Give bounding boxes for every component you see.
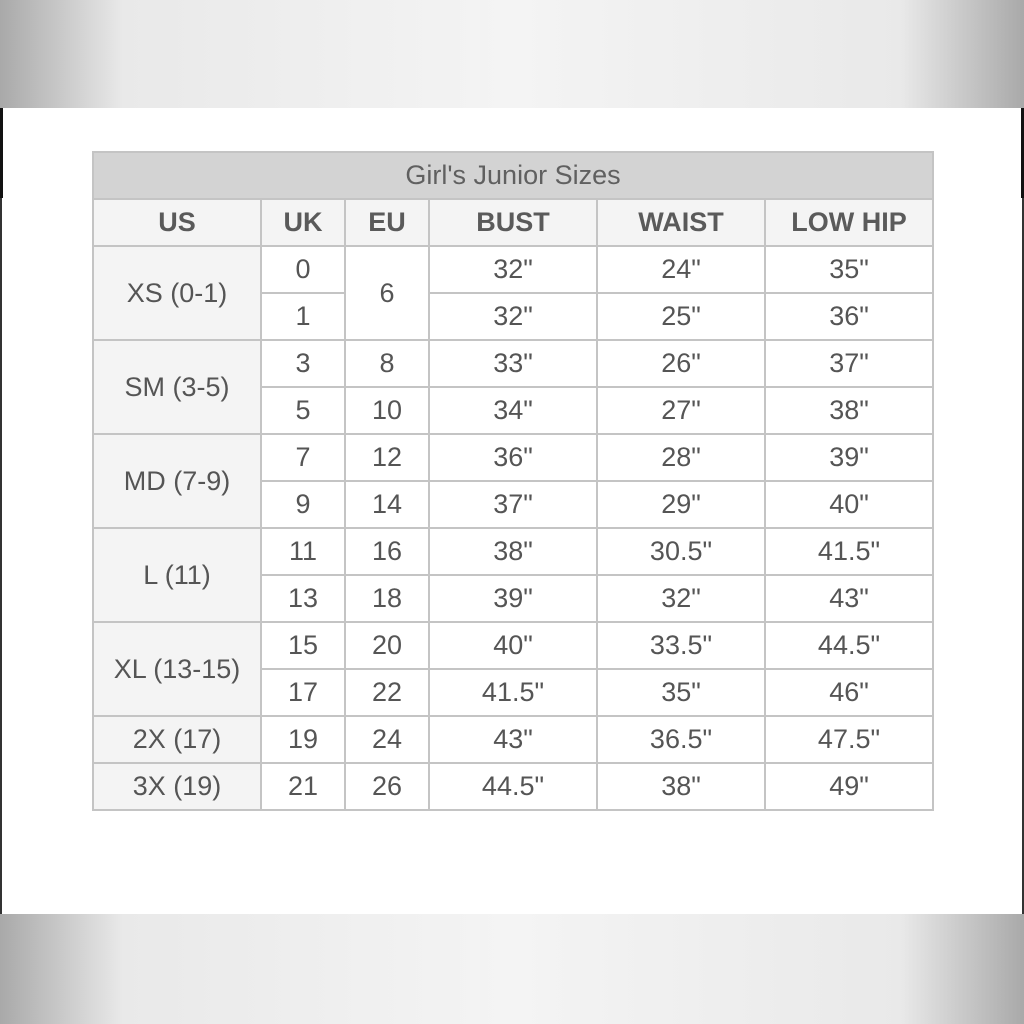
waist-cell: 28" — [597, 434, 765, 481]
header-waist: WAIST — [597, 199, 765, 246]
left-edge-lower — [0, 198, 2, 914]
uk-size-cell: 21 — [261, 763, 345, 810]
uk-size-cell: 9 — [261, 481, 345, 528]
waist-cell: 36.5" — [597, 716, 765, 763]
uk-size-cell: 7 — [261, 434, 345, 481]
low-hip-cell: 39" — [765, 434, 933, 481]
eu-size-cell: 10 — [345, 387, 429, 434]
header-low-hip: LOW HIP — [765, 199, 933, 246]
us-size-cell: MD (7-9) — [93, 434, 261, 528]
low-hip-cell: 35" — [765, 246, 933, 293]
low-hip-cell: 49" — [765, 763, 933, 810]
table-row — [93, 246, 933, 293]
eu-size-cell: 26 — [345, 763, 429, 810]
waist-cell: 27" — [597, 387, 765, 434]
bust-cell: 37" — [429, 481, 597, 528]
header-us: US — [93, 199, 261, 246]
waist-cell: 25" — [597, 293, 765, 340]
waist-cell: 38" — [597, 763, 765, 810]
low-hip-cell: 46" — [765, 669, 933, 716]
bust-cell: 39" — [429, 575, 597, 622]
table-row — [93, 622, 933, 669]
eu-size-cell: 20 — [345, 622, 429, 669]
table-row — [93, 340, 933, 387]
low-hip-cell: 43" — [765, 575, 933, 622]
low-hip-cell: 44.5" — [765, 622, 933, 669]
uk-size-cell: 3 — [261, 340, 345, 387]
uk-size-cell: 15 — [261, 622, 345, 669]
bust-cell: 40" — [429, 622, 597, 669]
low-hip-cell: 41.5" — [765, 528, 933, 575]
bust-cell: 32" — [429, 293, 597, 340]
waist-cell: 30.5" — [597, 528, 765, 575]
bust-cell: 41.5" — [429, 669, 597, 716]
low-hip-cell: 40" — [765, 481, 933, 528]
left-edge — [0, 108, 3, 198]
bust-cell: 32" — [429, 246, 597, 293]
header-uk: UK — [261, 199, 345, 246]
top-band — [0, 0, 1024, 108]
waist-cell: 32" — [597, 575, 765, 622]
uk-size-cell: 13 — [261, 575, 345, 622]
waist-cell: 26" — [597, 340, 765, 387]
eu-size-cell: 12 — [345, 434, 429, 481]
low-hip-cell: 47.5" — [765, 716, 933, 763]
low-hip-cell: 38" — [765, 387, 933, 434]
table-row — [93, 716, 933, 763]
bust-cell: 33" — [429, 340, 597, 387]
eu-size-cell: 24 — [345, 716, 429, 763]
eu-size-cell: 22 — [345, 669, 429, 716]
eu-size-cell: 8 — [345, 340, 429, 387]
us-size-cell: XS (0-1) — [93, 246, 261, 340]
table-row — [93, 763, 933, 810]
bust-cell: 36" — [429, 434, 597, 481]
bust-cell: 38" — [429, 528, 597, 575]
header-bust: BUST — [429, 199, 597, 246]
bottom-band — [0, 914, 1024, 1024]
uk-size-cell: 0 — [261, 246, 345, 293]
header-row — [93, 199, 933, 246]
waist-cell: 24" — [597, 246, 765, 293]
bust-cell: 43" — [429, 716, 597, 763]
us-size-cell: XL (13-15) — [93, 622, 261, 716]
eu-size-cell: 16 — [345, 528, 429, 575]
table-title: Girl's Junior Sizes — [93, 152, 933, 199]
header-eu: EU — [345, 199, 429, 246]
table-body — [93, 246, 933, 810]
waist-cell: 29" — [597, 481, 765, 528]
eu-size-cell: 6 — [345, 246, 429, 340]
size-chart-table — [92, 151, 934, 811]
us-size-cell: 3X (19) — [93, 763, 261, 810]
us-size-cell: SM (3-5) — [93, 340, 261, 434]
eu-size-cell: 14 — [345, 481, 429, 528]
uk-size-cell: 11 — [261, 528, 345, 575]
uk-size-cell: 17 — [261, 669, 345, 716]
eu-size-cell: 18 — [345, 575, 429, 622]
us-size-cell: 2X (17) — [93, 716, 261, 763]
uk-size-cell: 5 — [261, 387, 345, 434]
waist-cell: 35" — [597, 669, 765, 716]
low-hip-cell: 36" — [765, 293, 933, 340]
low-hip-cell: 37" — [765, 340, 933, 387]
table-row — [93, 528, 933, 575]
bust-cell: 44.5" — [429, 763, 597, 810]
us-size-cell: L (11) — [93, 528, 261, 622]
waist-cell: 33.5" — [597, 622, 765, 669]
uk-size-cell: 19 — [261, 716, 345, 763]
table-row — [93, 434, 933, 481]
bust-cell: 34" — [429, 387, 597, 434]
uk-size-cell: 1 — [261, 293, 345, 340]
